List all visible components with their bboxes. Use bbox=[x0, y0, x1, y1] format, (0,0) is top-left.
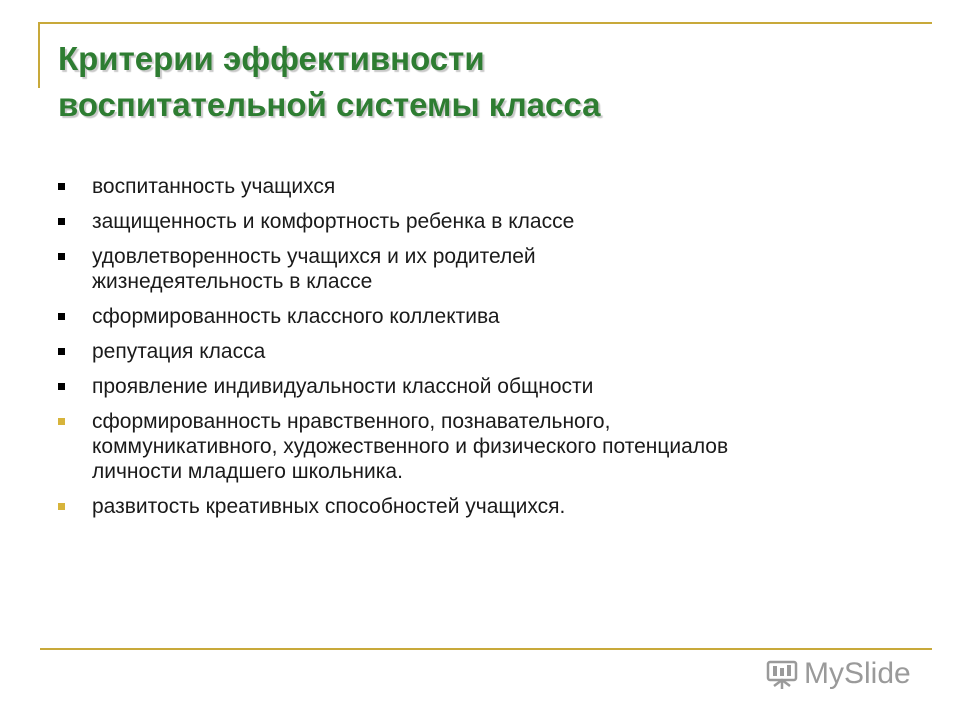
square-bullet-icon bbox=[58, 183, 65, 190]
title-line-2: воспитательной системы класса bbox=[58, 86, 601, 123]
list-item bbox=[58, 374, 878, 399]
square-bullet-icon bbox=[58, 418, 65, 425]
list-item bbox=[58, 174, 878, 199]
square-bullet-icon bbox=[58, 313, 65, 320]
square-bullet-icon bbox=[58, 218, 65, 225]
list-item-text: репутация класса bbox=[92, 340, 266, 363]
myslide-logo bbox=[764, 654, 934, 694]
myslide-logo-icon bbox=[764, 656, 800, 692]
left-rule bbox=[38, 22, 40, 88]
square-bullet-icon bbox=[58, 348, 65, 355]
list-item bbox=[58, 494, 878, 519]
bullet-list bbox=[58, 174, 878, 529]
list-item-text: воспитанность учащихся bbox=[92, 175, 336, 198]
square-bullet-icon bbox=[58, 503, 65, 510]
top-rule bbox=[40, 22, 932, 24]
square-bullet-icon bbox=[58, 253, 65, 260]
list-item-text: удовлетворенность учащихся и их родителей жизнедеятельность в классе bbox=[92, 245, 536, 293]
logo-text: MySlide bbox=[804, 657, 911, 690]
list-item bbox=[58, 339, 878, 364]
list-item bbox=[58, 244, 692, 294]
list-item-text: развитость креативных способностей учащихся. bbox=[92, 495, 566, 518]
bottom-rule bbox=[40, 648, 932, 650]
list-item-text: проявление индивидуальности классной общности bbox=[92, 375, 594, 398]
list-item bbox=[58, 304, 878, 329]
square-bullet-icon bbox=[58, 383, 65, 390]
list-item-text: сформированность нравственного, познавательного, коммуникативного, художественного и физического потенциалов личности младшего школьника. bbox=[92, 410, 729, 483]
title-line-1: Критерии эффективности bbox=[58, 40, 485, 77]
slide-title bbox=[58, 36, 918, 128]
list-item bbox=[58, 409, 792, 484]
list-item-text: сформированность классного коллектива bbox=[92, 305, 500, 328]
list-item-text: защищенность и комфортность ребенка в классе bbox=[92, 210, 575, 233]
list-item bbox=[58, 209, 878, 234]
